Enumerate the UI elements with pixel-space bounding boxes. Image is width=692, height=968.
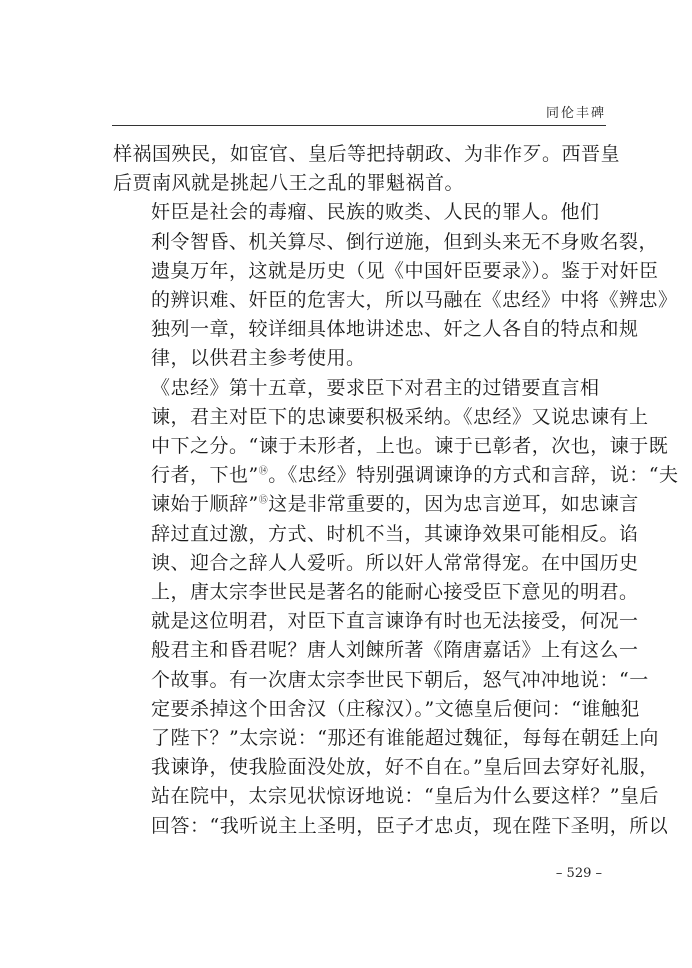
text-line: 谏，君主对臣下的忠谏要积极采纳。《忠经》又说忠谏有上: [151, 405, 649, 428]
header-rule: [112, 125, 606, 126]
paragraph-3: [113, 374, 679, 841]
text-line: 后贾南风就是挑起八王之乱的罪魁祸首。: [113, 172, 465, 195]
text-line: 奸臣是社会的毒瘤、民族的败类、人民的罪人。他们: [151, 201, 600, 224]
text-line: 利令智昏、机关算尽、倒行逆施，但到头来无不身败名裂，: [151, 230, 659, 253]
text-line: [113, 461, 679, 490]
text-segment: 。《忠经》特别强调谏诤的方式和言辞，说：“夫: [268, 464, 679, 487]
text-line: 样祸国殃民，如宦官、皇后等把持朝政、为非作歹。西晋皇: [113, 143, 621, 165]
text-line: 站在院中，太宗见状惊讶地说：“皇后为什么要这样？”皇后: [151, 785, 659, 808]
text-line: 辞过直过激，方式、时机不当，其谏诤效果可能相反。谄: [151, 522, 639, 545]
page-number: – 529 –: [555, 866, 602, 881]
text-segment: 谏始于顺辞”: [151, 493, 259, 516]
text-line: 就是这位明君，对臣下直言谏诤有时也无法接受，何况一: [151, 610, 639, 633]
footnote-marker: ⑭: [258, 466, 269, 477]
text-line: 回答：“我听说主上圣明，臣子才忠贞，现在陛下圣明，所以: [151, 814, 669, 837]
text-line: 上，唐太宗李世民是著名的能耐心接受臣下意见的明君。: [151, 581, 639, 604]
text-line: 遗臭万年，这就是历史（见《中国奸臣要录》）。鉴于对奸臣: [151, 259, 659, 282]
text-line: 般君主和昏君呢？唐人刘餗所著《隋唐嘉话》上有这么一: [151, 639, 639, 662]
paragraph-2: [113, 198, 678, 373]
text-line: 独列一章，较详细具体地讲述忠、奸之人各自的特点和规: [151, 318, 639, 341]
text-line: 《忠经》第十五章，要求臣下对君主的过错要直言相: [151, 376, 600, 399]
running-header-title: 同伦丰碑: [545, 106, 606, 121]
text-line: 中下之分。“谏于未形者，上也。谏于已彰者，次也，谏于既: [151, 435, 669, 458]
footnote-marker: ⑮: [258, 496, 269, 507]
text-line: 了陛下？”太宗说：“那还有谁能超过魏征，每每在朝廷上向: [151, 727, 659, 750]
body-text: [113, 140, 679, 841]
text-segment: 这是非常重要的，因为忠言逆耳，如忠谏言: [268, 493, 639, 516]
text-line: 谀、迎合之辞人人爱听。所以奸人常常得宠。在中国历史: [151, 551, 639, 574]
text-line: 的辨识难、奸臣的危害大，所以马融在《忠经》中将《辨忠》: [151, 289, 678, 312]
text-line: 定要杀掉这个田舍汉（庄稼汉）。”文德皇后便问：“谁触犯: [151, 697, 640, 720]
text-line: 个故事。有一次唐太宗李世民下朝后，怒气冲冲地说：“一: [151, 668, 649, 691]
paragraph-1: [113, 140, 621, 198]
text-segment: 行者，下也”: [151, 464, 259, 487]
text-line: 律，以供君主参考使用。: [151, 347, 366, 370]
text-line: [113, 490, 639, 519]
text-line: 我谏诤，使我脸面没处放，好不自在。”皇后回去穿好礼服，: [151, 756, 659, 779]
